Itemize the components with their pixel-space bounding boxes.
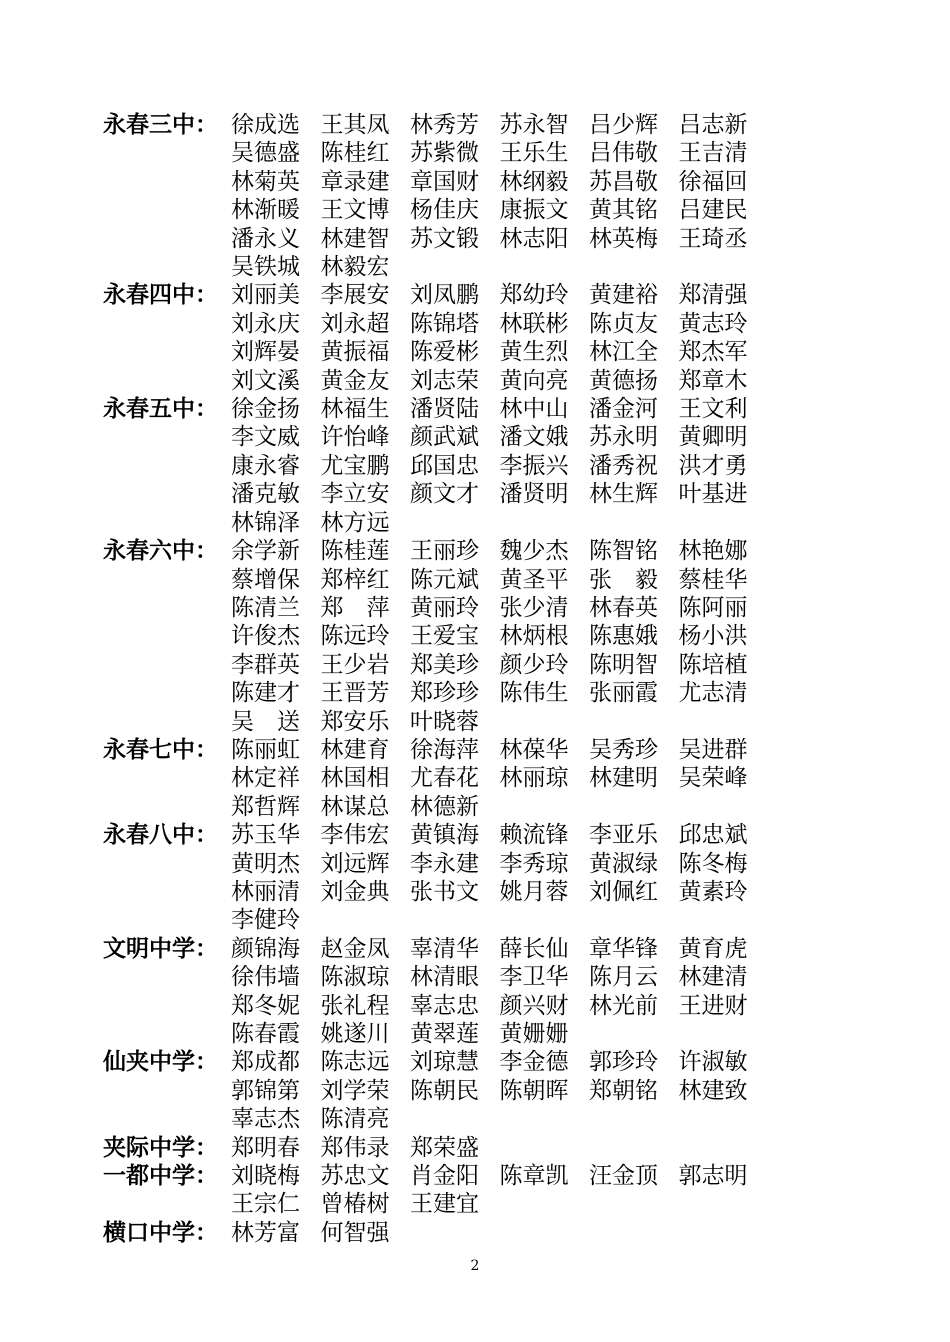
- teacher-name: 刘丽美: [231, 282, 300, 309]
- teacher-name: 李金德: [499, 1049, 569, 1076]
- teacher-name: 潘贤陆: [410, 396, 479, 423]
- teacher-name: 黄志玲: [678, 310, 748, 337]
- teacher-name: 陈朝晖: [499, 1077, 569, 1104]
- school-label: 一都中学：: [103, 1162, 218, 1190]
- teacher-name: 陈明智: [589, 651, 658, 678]
- school-section: [103, 1162, 803, 1219]
- teacher-name: 王丽珍: [410, 538, 479, 565]
- teacher-name: 黄丽玲: [410, 594, 479, 621]
- teacher-name: 刘佩红: [589, 878, 658, 905]
- teacher-name: 林江全: [589, 339, 658, 366]
- teacher-name: 王琦丞: [678, 225, 748, 252]
- teacher-names: [231, 395, 771, 537]
- teacher-name: 郭珍玲: [589, 1049, 658, 1076]
- teacher-name: 黄建裕: [589, 282, 658, 309]
- teacher-name: 郑荣盛: [410, 1134, 479, 1161]
- school-label: 永春五中：: [103, 395, 218, 423]
- teacher-name: 郑清强: [678, 282, 748, 309]
- teacher-name: 王乐生: [499, 140, 569, 167]
- teacher-name: 李立安: [320, 481, 390, 508]
- teacher-name: 陈建才: [231, 680, 300, 707]
- teacher-name: 陈锦塔: [410, 310, 479, 337]
- teacher-name: 王少岩: [320, 651, 390, 678]
- teacher-name: 刘金典: [320, 878, 390, 905]
- teacher-name: 黄生烈: [499, 339, 569, 366]
- teacher-name: 郭锦第: [231, 1077, 300, 1104]
- teacher-name: 邱忠斌: [678, 822, 748, 849]
- teacher-name: 郑冬妮: [231, 992, 300, 1019]
- school-section: [103, 281, 803, 395]
- teacher-name: 王文博: [320, 197, 390, 224]
- teacher-name: 林芳富: [231, 1219, 300, 1246]
- teacher-name: 吴进群: [678, 736, 748, 763]
- teacher-name: 黄素玲: [678, 878, 748, 905]
- teacher-name: 洪才勇: [678, 452, 748, 479]
- teacher-name: 陈清亮: [320, 1106, 390, 1133]
- school-section: [103, 537, 803, 736]
- teacher-name: 郑成都: [231, 1049, 300, 1076]
- teacher-name: 林锦泽: [231, 509, 300, 536]
- teacher-name: 刘学荣: [320, 1077, 390, 1104]
- teacher-name: 徐海萍: [410, 736, 479, 763]
- teacher-name: 王进财: [678, 992, 748, 1019]
- page-number: 2: [470, 1258, 480, 1274]
- school-label: 永春四中：: [103, 281, 218, 309]
- teacher-name: 姚月蓉: [499, 878, 569, 905]
- teacher-name: 尤志清: [678, 680, 748, 707]
- teacher-name: 颜少玲: [499, 651, 569, 678]
- name-list: [103, 111, 803, 1247]
- teacher-name: 赖流锋: [499, 822, 569, 849]
- teacher-name: 林谋总: [320, 793, 390, 820]
- school-label: 永春八中：: [103, 821, 218, 849]
- teacher-names: [231, 736, 771, 821]
- teacher-name: 蔡桂华: [678, 566, 748, 593]
- teacher-name: 郑梓红: [320, 566, 390, 593]
- teacher-name: 林建智: [320, 225, 390, 252]
- teacher-name: 刘琼慧: [410, 1049, 479, 1076]
- teacher-names: [231, 935, 771, 1049]
- teacher-name: 王晋芳: [320, 680, 390, 707]
- teacher-name: 刘永庆: [231, 310, 300, 337]
- teacher-name: 陈章凯: [499, 1163, 569, 1190]
- teacher-name: 黄明杰: [231, 850, 300, 877]
- teacher-name: 徐成选: [231, 112, 300, 138]
- teacher-name: 陈淑琼: [320, 964, 390, 991]
- teacher-name: 黄镇海: [410, 822, 479, 849]
- teacher-name: 余学新: [231, 538, 300, 565]
- teacher-name: 陈贞友: [589, 310, 658, 337]
- teacher-name: 许俊杰: [231, 623, 300, 650]
- school-label: 夹际中学：: [103, 1133, 218, 1161]
- teacher-name: 黄翠莲: [410, 1021, 479, 1047]
- teacher-name: 李伟宏: [320, 822, 390, 849]
- teacher-name: 林建明: [589, 765, 658, 792]
- teacher-name: 林英梅: [589, 225, 658, 252]
- teacher-name: 徐金扬: [231, 396, 300, 423]
- school-label: 横口中学：: [103, 1218, 218, 1246]
- teacher-name: 林丽琼: [499, 765, 569, 792]
- teacher-name: 魏少杰: [499, 538, 569, 565]
- teacher-name: 林志阳: [499, 225, 569, 252]
- teacher-name: 陈清兰: [231, 594, 300, 621]
- teacher-name: 吴荣峰: [678, 765, 748, 792]
- teacher-name: 陈桂莲: [320, 538, 390, 565]
- teacher-name: 许淑敏: [678, 1049, 748, 1076]
- teacher-name: 黄姗姗: [499, 1021, 569, 1047]
- teacher-name: 郑杰军: [678, 339, 748, 366]
- teacher-name: 林建清: [678, 964, 748, 991]
- teacher-name: 林联彬: [499, 310, 569, 337]
- teacher-name: 颜锦海: [231, 935, 300, 962]
- school-label: 永春七中：: [103, 735, 218, 763]
- teacher-name: 杨小洪: [678, 623, 748, 650]
- teacher-name: 刘永超: [320, 310, 390, 337]
- teacher-name: 陈桂红: [320, 140, 390, 167]
- teacher-name: 李永建: [410, 850, 479, 877]
- school-label: 文明中学：: [103, 934, 218, 962]
- teacher-name: 黄淑绿: [589, 850, 658, 877]
- teacher-name: 陈惠娥: [589, 623, 658, 650]
- teacher-name: 张书文: [410, 878, 479, 905]
- teacher-name: 王其凤: [320, 112, 390, 138]
- school-label: 仙夹中学：: [103, 1048, 218, 1076]
- teacher-name: 肖金阳: [410, 1163, 479, 1190]
- teacher-name: 郑安乐: [320, 708, 390, 735]
- teacher-name: 潘永义: [231, 225, 300, 252]
- teacher-name: 李秀琼: [499, 850, 569, 877]
- teacher-name: 陈冬梅: [678, 850, 748, 877]
- teacher-name: 章录建: [320, 168, 390, 195]
- teacher-name: 林建育: [320, 736, 390, 763]
- teacher-name: 姚遂川: [320, 1021, 390, 1047]
- school-section: [103, 736, 803, 821]
- teacher-name: 吴 送: [231, 708, 300, 735]
- teacher-name: 潘秀祝: [589, 452, 658, 479]
- teacher-name: 刘远辉: [320, 850, 390, 877]
- teacher-name: 苏玉华: [231, 822, 300, 849]
- teacher-name: 尤春花: [410, 765, 479, 792]
- teacher-name: 林艳娜: [678, 538, 748, 565]
- teacher-name: 林葆华: [499, 736, 569, 763]
- teacher-name: 颜武斌: [410, 424, 479, 451]
- teacher-name: 陈智铭: [589, 538, 658, 565]
- teacher-name: 林炳根: [499, 623, 569, 650]
- teacher-name: 刘凤鹏: [410, 282, 479, 309]
- teacher-name: 李健玲: [231, 907, 300, 934]
- teacher-name: 林毅宏: [320, 254, 390, 281]
- teacher-name: 苏紫微: [410, 140, 479, 167]
- school-label: 永春三中：: [103, 111, 218, 138]
- teacher-name: 刘晓梅: [231, 1163, 300, 1190]
- teacher-name: 郑 萍: [320, 594, 390, 621]
- teacher-name: 张少清: [499, 594, 569, 621]
- teacher-name: 辜志杰: [231, 1106, 300, 1133]
- teacher-name: 陈春霞: [231, 1021, 300, 1047]
- teacher-name: 薛长仙: [499, 935, 569, 962]
- teacher-name: 张丽霞: [589, 680, 658, 707]
- teacher-names: [231, 1134, 771, 1162]
- teacher-name: 陈丽虹: [231, 736, 300, 763]
- teacher-name: 王文利: [678, 396, 748, 423]
- teacher-name: 林清眼: [410, 964, 479, 991]
- teacher-name: 林菊英: [231, 168, 300, 195]
- school-section: [103, 395, 803, 537]
- teacher-name: 李卫华: [499, 964, 569, 991]
- teacher-name: 许怡峰: [320, 424, 390, 451]
- teacher-name: 黄卿明: [678, 424, 748, 451]
- school-section: [103, 1219, 803, 1247]
- teacher-name: 康振文: [499, 197, 569, 224]
- teacher-name: 陈培植: [678, 651, 748, 678]
- teacher-name: 陈朝民: [410, 1077, 479, 1104]
- teacher-name: 李振兴: [499, 452, 569, 479]
- teacher-name: 郑珍珍: [410, 680, 479, 707]
- teacher-name: 苏忠文: [320, 1163, 390, 1190]
- teacher-name: 颜文才: [410, 481, 479, 508]
- teacher-name: 吕伟敬: [589, 140, 658, 167]
- teacher-names: [231, 1219, 771, 1247]
- teacher-name: 徐福回: [678, 168, 748, 195]
- teacher-name: 李群英: [231, 651, 300, 678]
- teacher-name: 辜志忠: [410, 992, 479, 1019]
- teacher-name: 黄其铭: [589, 197, 658, 224]
- teacher-name: 曾椿树: [320, 1191, 390, 1218]
- teacher-name: 郑幼玲: [499, 282, 569, 309]
- teacher-name: 章华锋: [589, 935, 658, 962]
- teacher-names: [231, 1048, 771, 1133]
- teacher-name: 陈爱彬: [410, 339, 479, 366]
- teacher-name: 林春英: [589, 594, 658, 621]
- teacher-name: 郑朝铭: [589, 1077, 658, 1104]
- teacher-name: 李文威: [231, 424, 300, 451]
- teacher-name: 郑哲辉: [231, 793, 300, 820]
- teacher-name: 尤宝鹏: [320, 452, 390, 479]
- teacher-name: 郑伟录: [320, 1134, 390, 1161]
- teacher-name: 林渐暖: [231, 197, 300, 224]
- teacher-name: 王宗仁: [231, 1191, 300, 1218]
- teacher-name: 潘金河: [589, 396, 658, 423]
- teacher-name: 林光前: [589, 992, 658, 1019]
- school-section: [103, 1048, 803, 1133]
- teacher-name: 林德新: [410, 793, 479, 820]
- teacher-name: 郑章木: [678, 367, 748, 394]
- teacher-name: 张礼程: [320, 992, 390, 1019]
- school-section: [103, 935, 803, 1049]
- teacher-name: 汪金顶: [589, 1163, 658, 1190]
- school-label: 永春六中：: [103, 537, 218, 565]
- teacher-name: 吴秀珍: [589, 736, 658, 763]
- teacher-name: 潘贤明: [499, 481, 569, 508]
- teacher-name: 林生辉: [589, 481, 658, 508]
- teacher-name: 何智强: [320, 1219, 390, 1246]
- teacher-name: 黄向亮: [499, 367, 569, 394]
- teacher-name: 黄振福: [320, 339, 390, 366]
- teacher-name: 苏昌敬: [589, 168, 658, 195]
- teacher-name: 苏文锻: [410, 225, 479, 252]
- teacher-names: [231, 1162, 771, 1219]
- teacher-name: 李亚乐: [589, 822, 658, 849]
- teacher-name: 林国相: [320, 765, 390, 792]
- teacher-name: 吕建民: [678, 197, 748, 224]
- teacher-name: 陈阿丽: [678, 594, 748, 621]
- school-section: [103, 821, 803, 935]
- teacher-name: 郭志明: [678, 1163, 748, 1190]
- teacher-name: 王建宜: [410, 1191, 479, 1218]
- teacher-name: 刘辉晏: [231, 339, 300, 366]
- teacher-name: 林福生: [320, 396, 390, 423]
- teacher-name: 辜清华: [410, 935, 479, 962]
- teacher-name: 陈志远: [320, 1049, 390, 1076]
- teacher-name: 吴德盛: [231, 140, 300, 167]
- teacher-name: 林纲毅: [499, 168, 569, 195]
- teacher-name: 林秀芳: [410, 112, 479, 138]
- teacher-name: 叶基进: [678, 481, 748, 508]
- teacher-name: 郑明春: [231, 1134, 300, 1161]
- teacher-name: 黄德扬: [589, 367, 658, 394]
- teacher-names: [231, 111, 771, 281]
- teacher-name: 赵金凤: [320, 935, 390, 962]
- school-section: [103, 111, 803, 281]
- teacher-name: 蔡增保: [231, 566, 300, 593]
- teacher-names: [231, 537, 771, 736]
- teacher-name: 苏永明: [589, 424, 658, 451]
- teacher-name: 吕志新: [678, 112, 748, 138]
- teacher-name: 黄育虎: [678, 935, 748, 962]
- teacher-names: [231, 281, 771, 395]
- teacher-name: 邱国忠: [410, 452, 479, 479]
- teacher-name: 陈伟生: [499, 680, 569, 707]
- school-section: [103, 1134, 803, 1162]
- teacher-name: 杨佳庆: [410, 197, 479, 224]
- teacher-name: 黄圣平: [499, 566, 569, 593]
- teacher-name: 林中山: [499, 396, 569, 423]
- teacher-names: [231, 821, 771, 935]
- teacher-name: 林定祥: [231, 765, 300, 792]
- teacher-name: 陈元斌: [410, 566, 479, 593]
- teacher-name: 潘文娥: [499, 424, 569, 451]
- teacher-name: 刘文溪: [231, 367, 300, 394]
- teacher-name: 叶晓蓉: [410, 708, 479, 735]
- teacher-name: 王吉清: [678, 140, 748, 167]
- teacher-name: 李展安: [320, 282, 390, 309]
- teacher-name: 陈远玲: [320, 623, 390, 650]
- teacher-name: 张 毅: [589, 566, 658, 593]
- teacher-name: 吴铁城: [231, 254, 300, 281]
- teacher-name: 陈月云: [589, 964, 658, 991]
- teacher-name: 章国财: [410, 168, 479, 195]
- teacher-name: 康永睿: [231, 452, 300, 479]
- teacher-name: 刘志荣: [410, 367, 479, 394]
- teacher-name: 黄金友: [320, 367, 390, 394]
- teacher-name: 林方远: [320, 509, 390, 536]
- teacher-name: 郑美珍: [410, 651, 479, 678]
- teacher-name: 林丽清: [231, 878, 300, 905]
- teacher-name: 林建致: [678, 1077, 748, 1104]
- teacher-name: 徐伟墙: [231, 964, 300, 991]
- teacher-name: 吕少辉: [589, 112, 658, 138]
- teacher-name: 苏永智: [499, 112, 569, 138]
- teacher-name: 颜兴财: [499, 992, 569, 1019]
- teacher-name: 王爱宝: [410, 623, 479, 650]
- teacher-name: 潘克敏: [231, 481, 300, 508]
